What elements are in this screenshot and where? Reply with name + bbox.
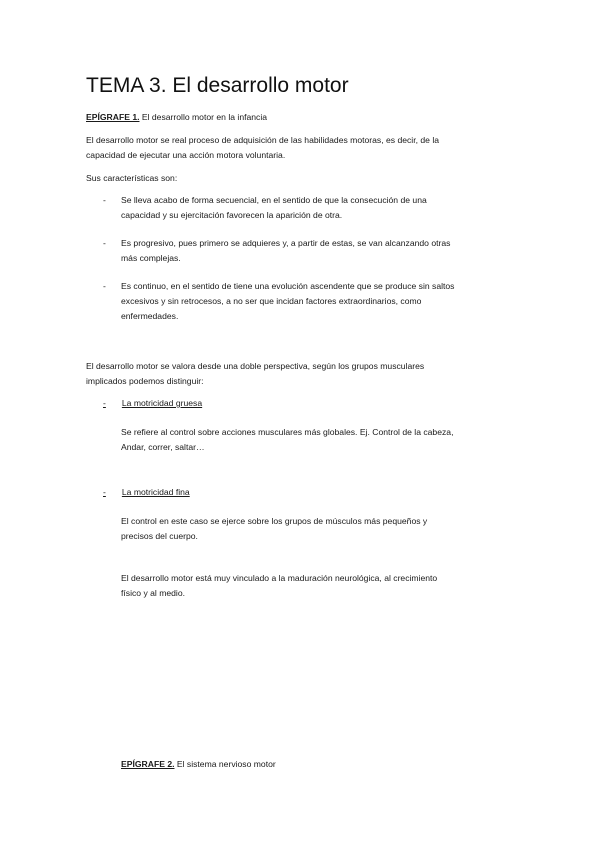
perspectiva-line-2: implicados podemos distinguir: <box>86 376 204 386</box>
motricidad-gruesa-text <box>121 425 541 455</box>
list-item-line: Se lleva acabo de forma secuencial, en el sentido de que la consecución de una <box>121 195 427 205</box>
vinculado-line-1: El desarrollo motor está muy vinculado a la maduración neurológica, al crecimiento <box>121 573 438 583</box>
motricidad-fina-heading <box>103 487 190 497</box>
motricidad-fina-label: La motricidad fina <box>121 487 190 497</box>
list-item-line: enfermedades. <box>121 311 179 321</box>
page-title: TEMA 3. El desarrollo motor <box>86 74 349 97</box>
fina-line-1: El control en este caso se ejerce sobre los grupos de músculos más pequeños y <box>121 516 428 526</box>
gruesa-line-2: Andar, correr, saltar… <box>121 442 205 452</box>
intro-line-1: El desarrollo motor se real proceso de adquisición de las habilidades motoras, es decir, de la <box>86 135 440 145</box>
intro-paragraph <box>86 133 526 163</box>
list-item-line: capacidad y su ejercitación favorecen la aparición de otra. <box>121 210 343 220</box>
vinculado-paragraph <box>121 571 541 601</box>
gruesa-line-1: Se refiere al control sobre acciones musculares más globales. Ej. Control de la cabeza, <box>121 427 454 437</box>
motricidad-fina-text <box>121 514 541 544</box>
epigrafe-1-label: EPÍGRAFE 1. <box>86 112 140 122</box>
epigrafe-2-heading <box>121 759 276 769</box>
bullet-dash: - <box>103 487 106 497</box>
list-item-line: Es progresivo, pues primero se adquieres y, a partir de estas, se van alcanzando otras <box>121 238 451 248</box>
list-item-line: Es continuo, en el sentido de tiene una evolución ascendente que se produce sin saltos <box>121 281 455 291</box>
intro-line-2: capacidad de ejecutar una acción motora voluntaria. <box>86 150 286 160</box>
epigrafe-2-text: El sistema nervioso motor <box>176 759 276 769</box>
perspectiva-paragraph <box>86 359 526 389</box>
perspectiva-line-1: El desarrollo motor se valora desde una doble perspectiva, según los grupos musculares <box>86 361 425 371</box>
motricidad-gruesa-heading <box>103 398 202 408</box>
vinculado-line-2: físico y al medio. <box>121 588 185 598</box>
list-item-line: excesivos y sin retrocesos, a no ser que incidan factores extraordinarios, como <box>121 296 422 306</box>
epigrafe-1-text: El desarrollo motor en la infancia <box>141 112 268 122</box>
bullet-dash: - <box>103 281 106 291</box>
motricidad-gruesa-label: La motricidad gruesa <box>121 398 203 408</box>
list-item <box>121 236 521 266</box>
bullet-dash: - <box>103 398 106 408</box>
fina-line-2: precisos del cuerpo. <box>121 531 198 541</box>
epigrafe-1-heading <box>86 112 267 122</box>
bullet-dash: - <box>103 195 106 205</box>
list-item-line: más complejas. <box>121 253 181 263</box>
list-item <box>121 193 521 223</box>
bullet-dash: - <box>103 238 106 248</box>
caracteristicas-label: Sus características son: <box>86 173 178 183</box>
epigrafe-2-label: EPÍGRAFE 2. <box>121 759 175 769</box>
list-item <box>121 279 521 324</box>
